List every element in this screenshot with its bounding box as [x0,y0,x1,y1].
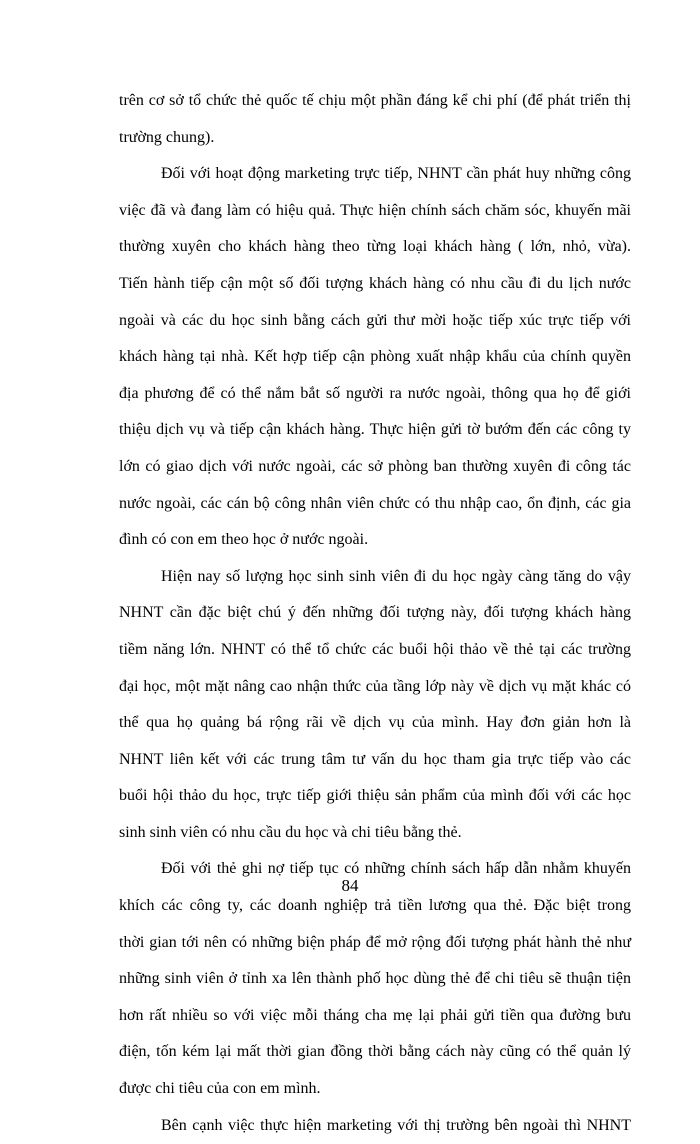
text-line: hơn rất nhiều so với việc mỗi tháng cha mẹ lại phải gửi tiền qua đường bưu [119,1006,631,1024]
text-line: việc đã và đang làm có hiệu quả. Thực hiện chính sách chăm sóc, khuyến mãi [119,201,631,219]
text-line: thiệu dịch vụ và tiếp cận khách hàng. Thực hiện gửi tờ bướm đến các công ty [119,421,631,439]
text-line: khích các công ty, các doanh nghiệp trả tiền lương qua thẻ. Đặc biệt trong [119,897,631,915]
paragraph-5 [119,1108,631,1144]
text-line: Bên cạnh việc thực hiện marketing với thị trường bên ngoài thì NHNT [161,1116,631,1134]
paragraph-2 [119,156,631,559]
text-line: thể qua họ quảng bá rộng rãi về dịch vụ của mình. Hay đơn giản hơn là [119,714,631,732]
text-line: đại học, một mặt nâng cao nhận thức của tầng lớp này về dịch vụ mặt khác có [119,677,631,695]
text-line: Hiện nay số lượng học sinh sinh viên đi du học ngày càng tăng do vậy [161,567,631,585]
text-line: thời gian tới nên có những biện pháp để mở rộng đối tượng phát hành thẻ như [119,933,631,951]
text-line: những sinh viên ở tỉnh xa lên thành phố học dùng thẻ để chi tiêu sẽ thuận tiện [119,970,631,988]
text-line: lớn có giao dịch với nước ngoài, các sở phòng ban thường xuyên đi công tác [119,457,631,475]
text-line: được chi tiêu của con em mình. [119,1080,321,1098]
text-line: địa phương để có thể nắm bắt số người ra nước ngoài, thông qua họ để giới [119,384,631,402]
text-line: nước ngoài, các cán bộ công nhân viên chức có thu nhập cao, ổn định, các gia [119,494,631,512]
text-line: Đối với hoạt động marketing trực tiếp, NHNT cần phát huy những công [161,165,631,183]
paragraph-1 [119,83,631,156]
text-line: khách hàng tại nhà. Kết hợp tiếp cận phòng xuất nhập khẩu của chính quyền [119,348,631,366]
text-line: NHNT cần đặc biệt chú ý đến những đối tượng này, đối tượng khách hàng [119,604,631,622]
body-text [119,83,631,1144]
text-line: Tiến hành tiếp cận một số đối tượng khách hàng có nhu cầu đi du lịch nước [119,274,631,292]
text-line: sinh sinh viên có nhu cầu du học và chi tiêu bằng thẻ. [119,823,462,841]
text-line: Đối với thẻ ghi nợ tiếp tục có những chính sách hấp dẫn nhằm khuyến [161,860,631,878]
text-line: buổi hội thảo du học, trực tiếp giới thiệu sản phẩm của mình đối với các học [119,787,631,805]
text-line: trên cơ sở tổ chức thẻ quốc tế chịu một phần đáng kể chi phí (để phát triển thị [119,92,631,109]
text-line: thường xuyên cho khách hàng theo từng loại khách hàng ( lớn, nhỏ, vừa). [119,238,631,256]
text-line: đình có con em theo học ở nước ngoài. [119,531,369,549]
text-line: tiềm năng lớn. NHNT có thể tổ chức các buổi hội thảo về thẻ tại các trường [119,640,631,658]
paragraph-3 [119,559,631,852]
text-line: NHNT liên kết với các trung tâm tư vấn du học tham gia trực tiếp vào các [119,750,631,768]
text-line: ngoài và các du học sinh bằng cách gửi thư mời hoặc tiếp xúc trực tiếp với [119,311,631,329]
page-number: 84 [341,876,359,895]
text-line: trường chung). [119,128,215,146]
text-line: điện, tốn kém lại mất thời gian đồng thời bằng cách này cũng có thể quản lý [119,1043,631,1061]
